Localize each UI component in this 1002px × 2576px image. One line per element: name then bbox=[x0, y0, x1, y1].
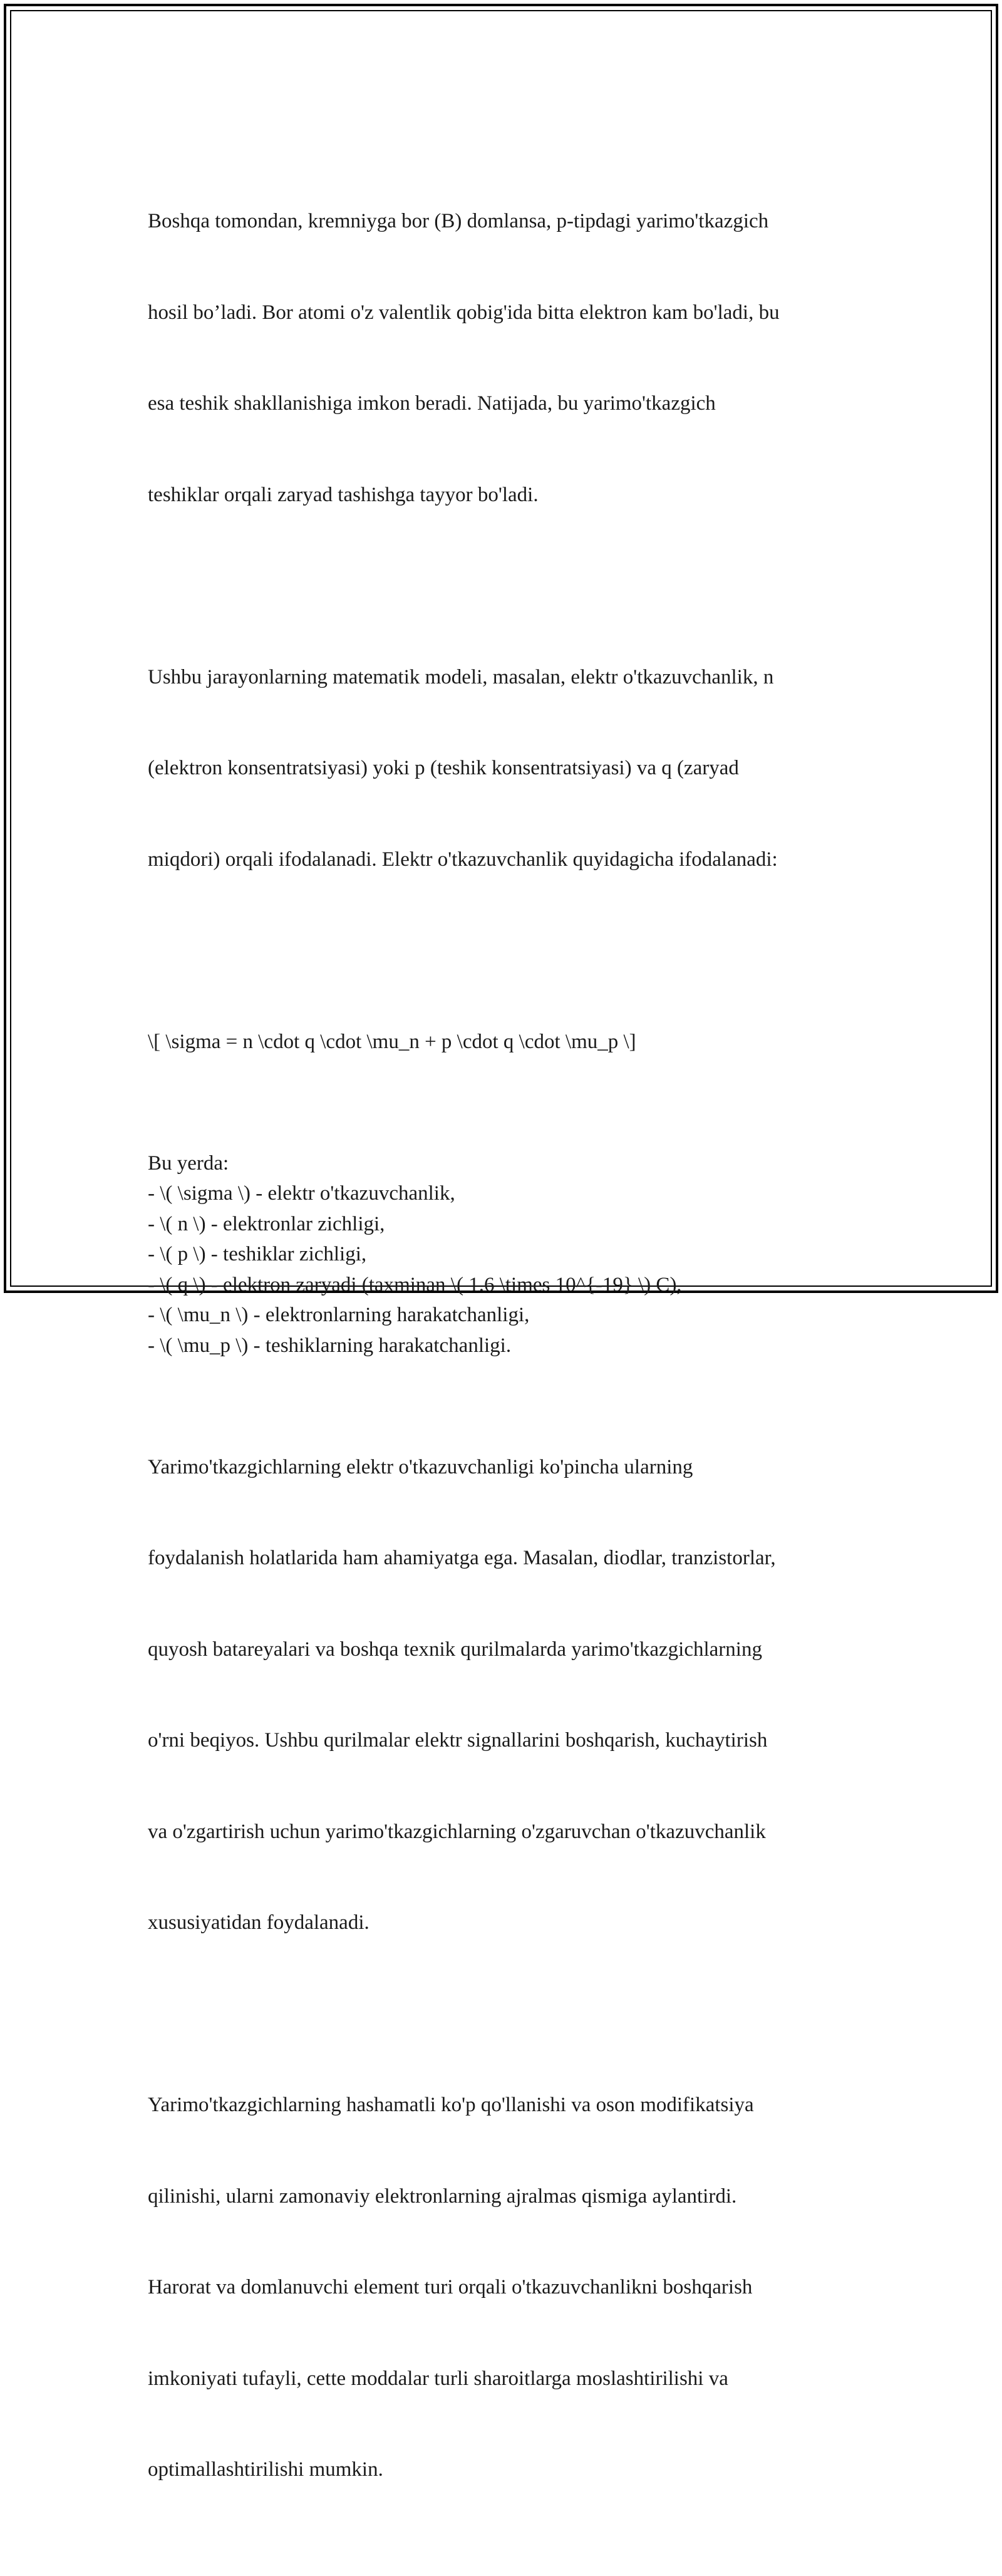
definition-item: - \( p \) - teshiklar zichligi, bbox=[148, 1243, 367, 1265]
text-line: (elektron konsentratsiyasi) yoki p (teshik konsentratsiyasi) va q (zaryad bbox=[148, 757, 739, 779]
text-line: teshiklar orqali zaryad tashishga tayyor bo'ladi. bbox=[148, 483, 539, 506]
text-line: o'rni beqiyos. Ushbu qurilmalar elektr signallarini boshqarish, kuchaytirish bbox=[148, 1729, 768, 1752]
definition-item: - \( n \) - elektronlar zichligi, bbox=[148, 1212, 385, 1235]
text-line: Harorat va domlanuvchi element turi orqali o'tkazuvchanlikni boshqarish bbox=[148, 2276, 753, 2298]
text-line: va o'zgartirish uchun yarimo'tkazgichlarning o'zgaruvchan o'tkazuvchanlik bbox=[148, 1820, 766, 1843]
text-line: foydalanish holatlarida ham ahamiyatga ega. Masalan, diodlar, tranzistorlar, bbox=[148, 1547, 776, 1569]
conductivity-formula bbox=[148, 966, 862, 1118]
text-line: Yarimo'tkazgichlarning hashamatli ko'p qo'llanishi va oson modifikatsiya bbox=[148, 2094, 754, 2116]
text-line: Yarimo'tkazgichlarning elektr o'tkazuvchanligi ko'pincha ularning bbox=[148, 1455, 693, 1478]
definition-item: - \( \sigma \) - elektr o'tkazuvchanlik, bbox=[148, 1182, 455, 1205]
text-line: hosil bo’ladi. Bor atomi o'z valentlik qobig'ida bitta elektron kam bo'ladi, bu bbox=[148, 301, 780, 324]
paragraph-applications bbox=[148, 1391, 862, 1999]
text-line: xususiyatidan foydalanadi. bbox=[148, 1911, 369, 1934]
definition-item: - \( \mu_p \) - teshiklarning harakatchanligi. bbox=[148, 1334, 512, 1357]
definitions-list bbox=[148, 1178, 862, 1361]
definition-item: - \( \mu_n \) - elektronlarning harakatchanligi, bbox=[148, 1304, 530, 1326]
text-line: quyosh batareyalari va boshqa texnik qurilmalarda yarimo'tkazgichlarning bbox=[148, 1638, 762, 1661]
text-line: Boshqa tomondan, kremniyga bor (B) domlansa, p-tipdagi yarimo'tkazgich bbox=[148, 210, 769, 232]
paragraph-conclusion bbox=[148, 2029, 862, 2546]
document-body bbox=[148, 145, 862, 2576]
definition-item: - \( q \) - elektron zaryadi (taxminan \( 1.6 \times 10^{-19} \) C), bbox=[148, 1273, 682, 1296]
text-line: miqdori) orqali ifodalanadi. Elektr o'tkazuvchanlik quyidagicha ifodalanadi: bbox=[148, 848, 778, 871]
text-line: imkoniyati tufayli, cette moddalar turli sharoitlarga moslashtirilishi va bbox=[148, 2367, 728, 2390]
text-line: Ushbu jarayonlarning matematik modeli, masalan, elektr o'tkazuvchanlik, n bbox=[148, 665, 774, 688]
text-line: esa teshik shakllanishiga imkon beradi. Natijada, bu yarimo'tkazgich bbox=[148, 392, 716, 415]
definitions-block bbox=[148, 1148, 862, 1361]
formula-text: \[ \sigma = n \cdot q \cdot \mu_n + p \cdot q \cdot \mu_p \] bbox=[148, 1030, 636, 1053]
paragraph-mathematical-model bbox=[148, 601, 862, 936]
paragraph-doping-p-type bbox=[148, 145, 862, 571]
text-line: qilinishi, ularni zamonaviy elektronlarning ajralmas qismiga aylantirdi. bbox=[148, 2184, 737, 2208]
definitions-heading: Bu yerda: bbox=[148, 1151, 229, 1175]
text-line: optimallashtirilishi mumkin. bbox=[148, 2458, 383, 2481]
